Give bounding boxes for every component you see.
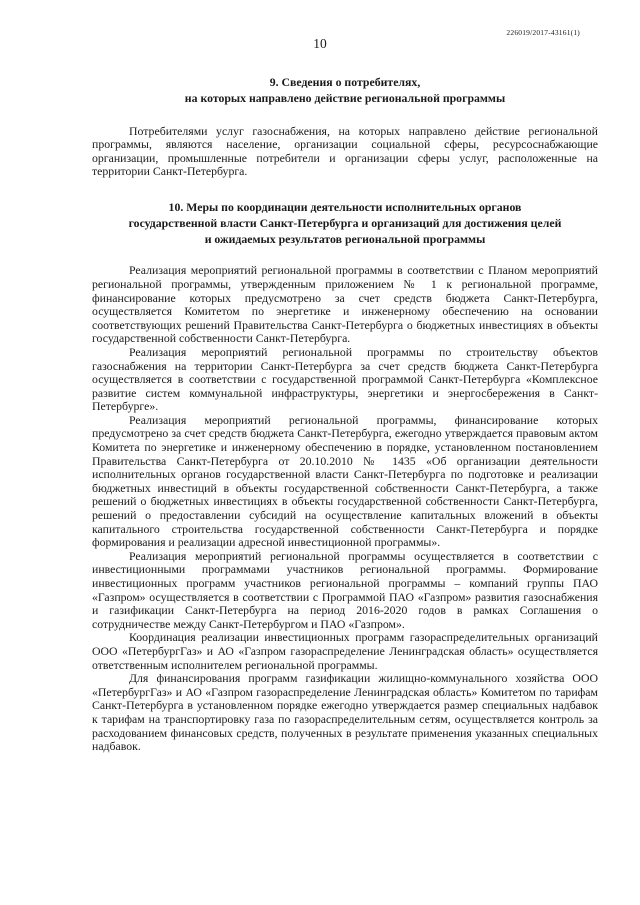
section-10-paragraph-4: Реализация мероприятий региональной программы осуществляется в соответствии с инвестиционными программами участников региональной программы. Формирование инвестиционных программ участников региональной программы – компаний группы ПАО «Газпром» осуществляется в соответствии с Программой ПАО «Газпром» развития газоснабжения и газификации Санкт-Петербурга на период 2016-2020 годов в рамках Соглашения о сотрудничестве между Санкт-Петербургом и ПАО «Газпром».	[92, 548, 598, 631]
section-9-paragraph-1: Потребителями услуг газоснабжения, на которых направлено действие региональной программы, являются население, организации социальной сферы, ресурсоснабжающие организации, промышленные потребители и организации сферы услуг, расположенные на территории Санкт-Петербурга.	[92, 123, 598, 179]
section-10-paragraph-5: Координация реализации инвестиционных программ газораспределительных организаций ООО «ПетербургГаз» и АО «Газпром газораспределение Ленинградская область» осуществляется ответственным исполнителем региональной программы.	[92, 630, 598, 672]
document-body	[92, 75, 598, 754]
section-10-paragraph-1: Реализация мероприятий региональной программы в соответствии с Планом мероприятий региональной программы, утвержденным приложением № 1 к региональной программе, финансирование которых предусмотрено за счет средств бюджета Санкт-Петербурга, осуществляется Комитетом по энергетике и инженерному обеспечению на основании соответствующих решений Правительства Санкт-Петербурга о бюджетных инвестициях в объекты государственной собственности Санкт-Петербурга.	[92, 263, 598, 346]
section-9-title	[92, 75, 598, 107]
section-10-paragraph-2: Реализация мероприятий региональной программы по строительству объектов газоснабжения на территории Санкт-Петербурга за счет средств бюджета Санкт-Петербурга осуществляется в соответствии с государственной программой Санкт-Петербурга «Комплексное развитие систем коммунальной инфраструктуры, энергетики и энергосбережения в Санкт-Петербурге».	[92, 344, 598, 414]
document-id: 226019/2017-43161(1)	[506, 28, 580, 37]
section-9-title-line-2: на которых направлено действие региональной программы	[184, 90, 506, 105]
section-9-title-line-1: 9. Сведения о потребителях,	[269, 75, 421, 89]
section-10-title	[92, 200, 598, 247]
section-10-title-line-3: и ожидаемых результатов региональной программы	[204, 231, 486, 246]
section-10-paragraph-6: Для финансирования программ газификации жилищно-коммунального хозяйства ООО «ПетербургГаз» и АО «Газпром газораспределение Ленинградская область» Комитетом по тарифам Санкт-Петербурга в установленном порядке ежегодно утверждается размер специальных надбавок к тарифам на транспортировку газа по газораспределительным сетям, осуществляется контроль за расходованием финансовых средств, полученных в результате применения указанных специальных надбавок.	[92, 671, 598, 754]
page-number: 10	[313, 36, 327, 51]
section-10-title-line-1: 10. Меры по координации деятельности исполнительных органов	[168, 199, 522, 214]
section-10-title-line-2: государственной власти Санкт-Петербурга и организаций для достижения целей	[128, 215, 562, 230]
section-10-paragraph-3: Реализация мероприятий региональной программы, финансирование которых предусмотрено за счет средств бюджета Санкт-Петербурга, ежегодно утверждается правовым актом Комитета по энергетике и инженерному обеспечению в порядке, установленном постановлением Правительства Санкт-Петербурга от 20.10.2010 № 1435 «Об организации деятельности исполнительных органов государственной власти Санкт-Петербурга по подготовке и реализации бюджетных инвестиций в объекты государственной собственности Санкт-Петербурга, а также решений о бюджетных инвестициях в объекты государственной собственности Санкт-Петербурга, решений о предоставлении субсидий на осуществление капитальных вложений в объекты капитального строительства государственной собственности Санкт-Петербурга и порядке формирования и реализации адресной инвестиционной программы».	[92, 412, 598, 550]
